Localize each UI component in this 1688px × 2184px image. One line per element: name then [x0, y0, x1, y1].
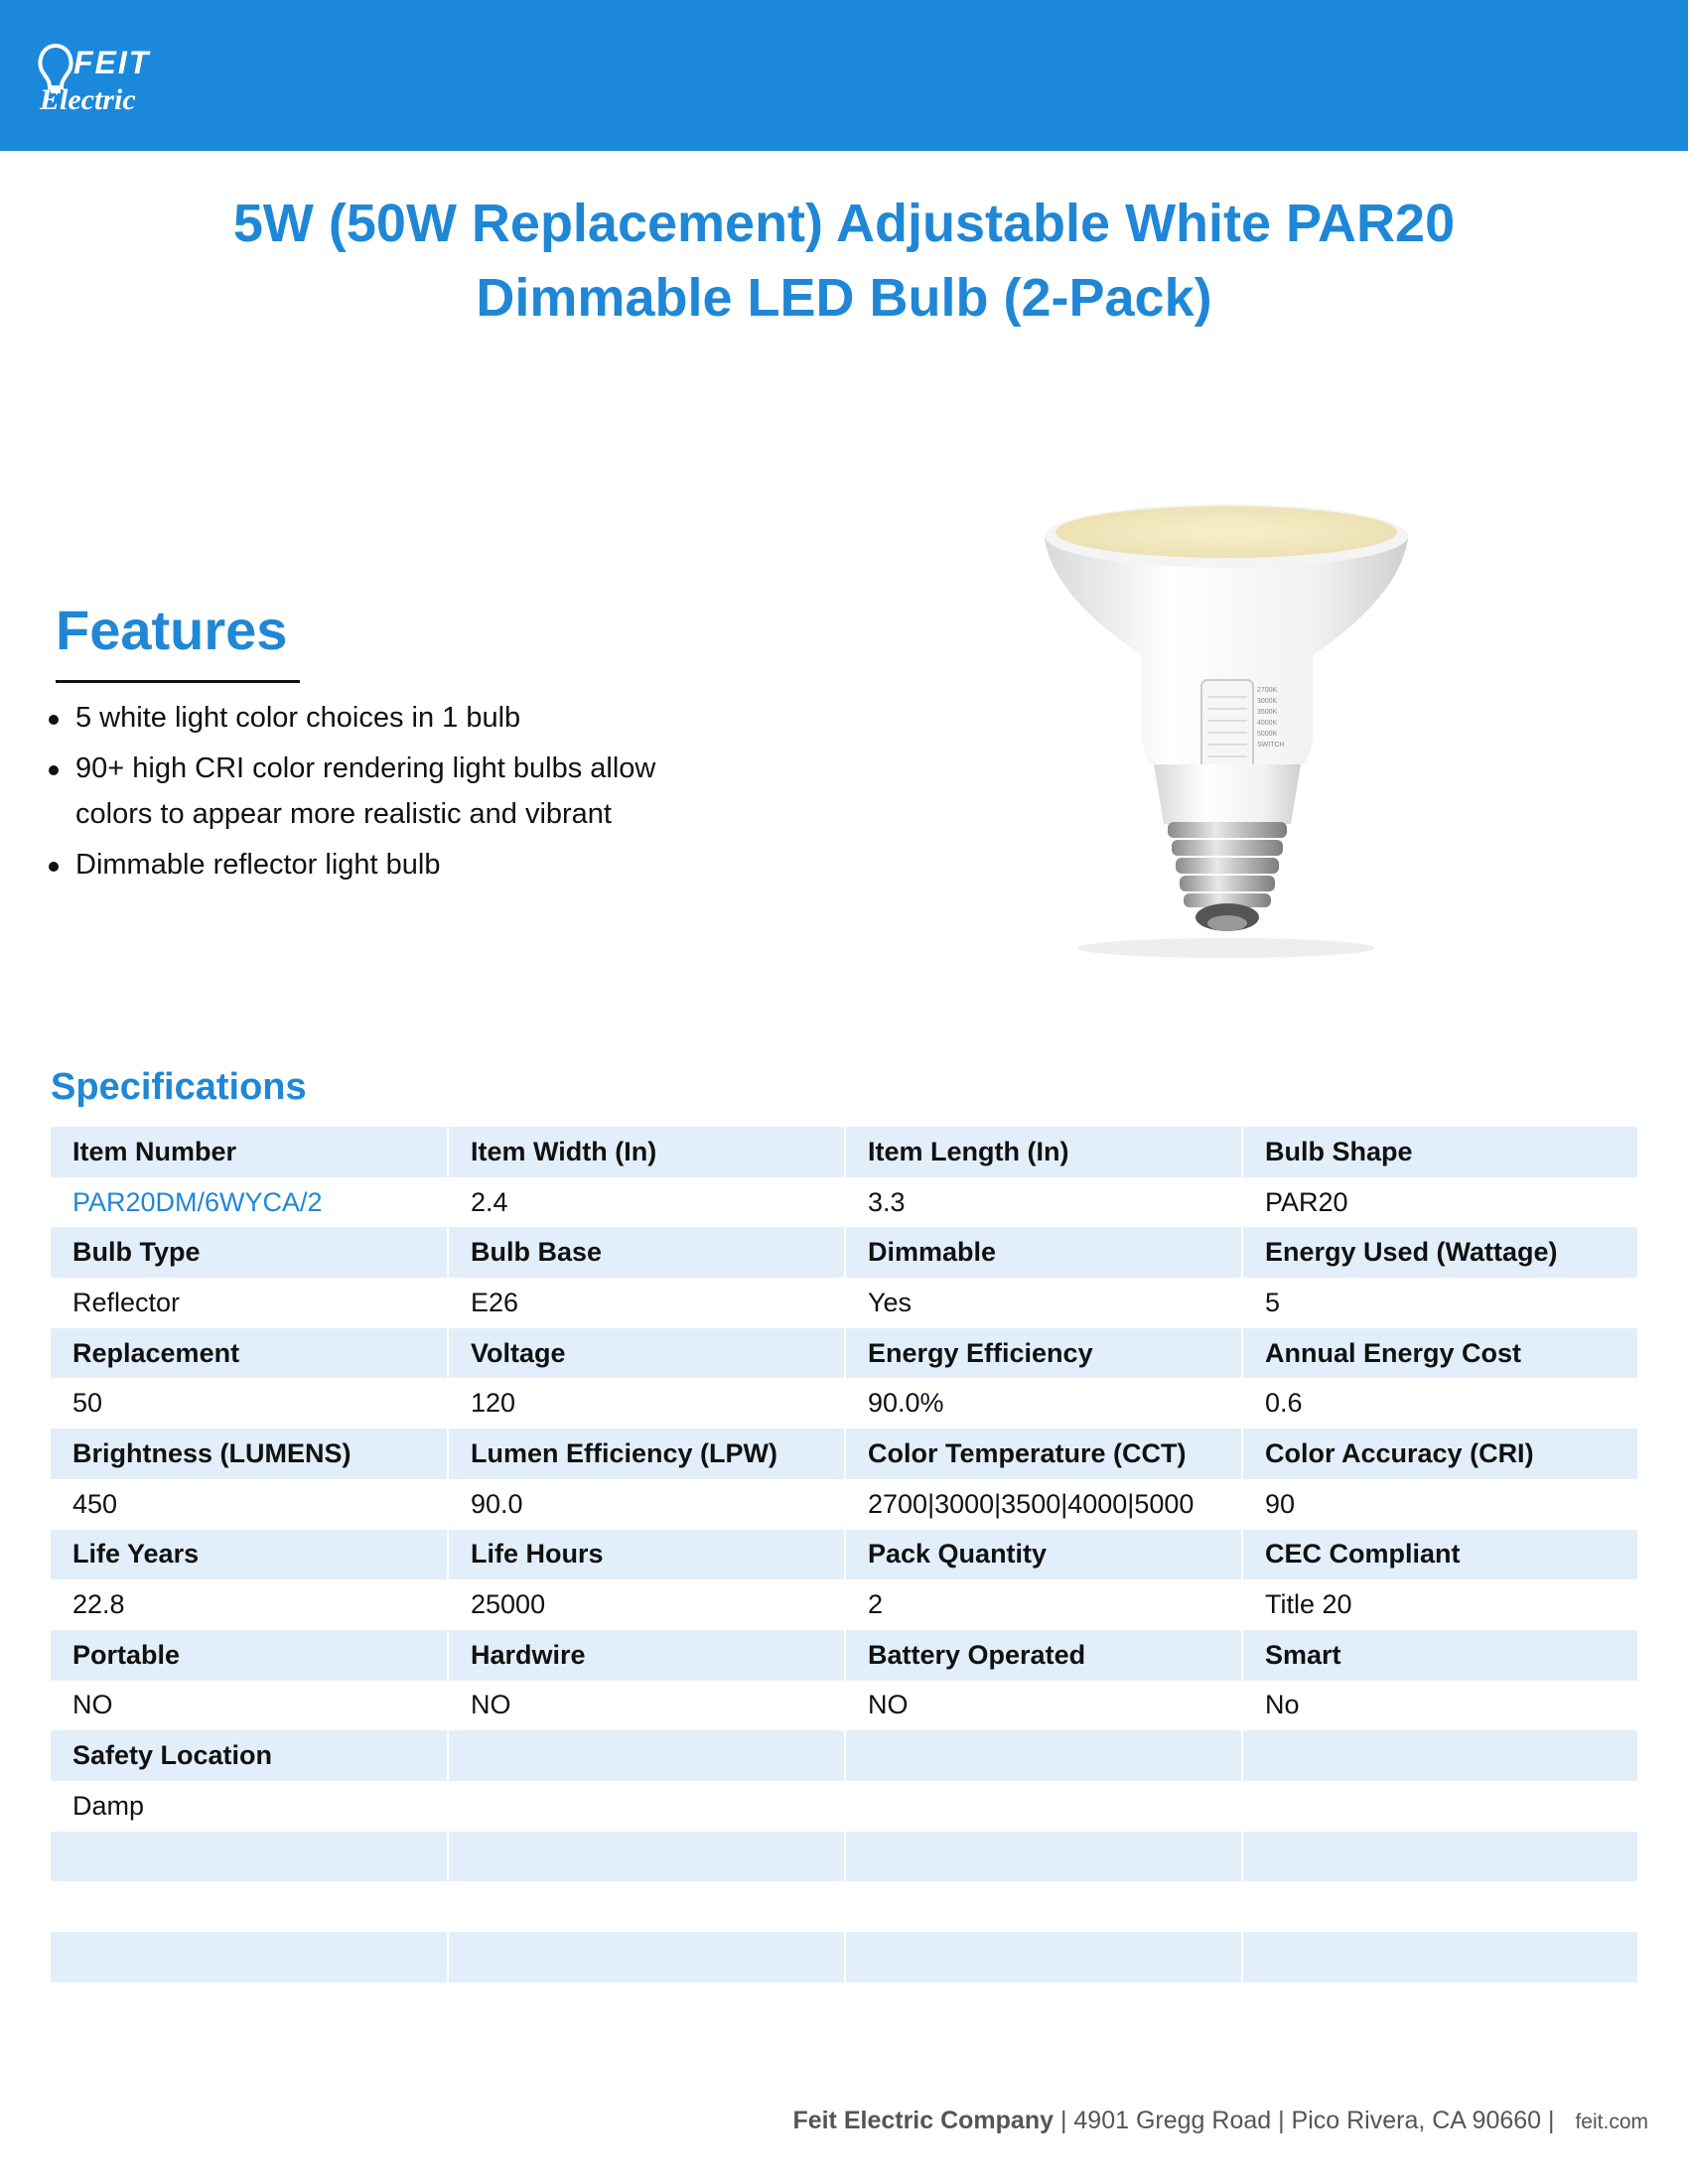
features-divider	[56, 680, 300, 683]
product-title-line-2: Dimmable LED Bulb (2-Pack)	[476, 268, 1212, 328]
spec-value-row	[51, 1278, 1637, 1328]
spec-value-row	[51, 1681, 1637, 1731]
spec-value: Damp	[51, 1781, 448, 1832]
item-number-link[interactable]: PAR20DM/6WYCA/2	[51, 1177, 448, 1228]
feature-item: 90+ high CRI color rendering light bulbs allow colors to appear more realistic and vibrant	[44, 746, 739, 837]
logo-text-feit: FEIT	[73, 45, 151, 80]
features-heading: Features	[56, 599, 288, 661]
spec-label: CEC Compliant	[1242, 1530, 1637, 1580]
footer-website-link[interactable]: feit.com	[1575, 2111, 1648, 2133]
spec-value: 2.4	[448, 1177, 845, 1228]
spec-label: Energy Used (Wattage)	[1242, 1227, 1637, 1278]
spec-value: 450	[51, 1479, 448, 1530]
spec-value-row	[51, 1378, 1637, 1429]
spec-header-row	[51, 1730, 1637, 1781]
spec-label: Brightness (LUMENS)	[51, 1429, 448, 1479]
spec-label	[845, 1730, 1242, 1781]
footer-company: Feit Electric Company	[792, 2107, 1055, 2134]
spec-value: PAR20	[1242, 1177, 1637, 1228]
spec-value: 25000	[448, 1579, 845, 1630]
spec-label: Battery Operated	[845, 1630, 1242, 1681]
spec-value: 90.0%	[845, 1378, 1242, 1429]
spec-value: 22.8	[51, 1579, 448, 1630]
spec-label: Smart	[1242, 1630, 1637, 1681]
feit-electric-logo	[38, 38, 236, 117]
spec-empty-row	[51, 1881, 1637, 1932]
spec-value	[448, 1781, 845, 1832]
spec-label: Replacement	[51, 1328, 448, 1379]
product-title-line-1: 5W (50W Replacement) Adjustable White PAR20	[232, 194, 1456, 253]
spec-value-row	[51, 1177, 1637, 1228]
spec-value: 3.3	[845, 1177, 1242, 1228]
footer	[755, 2103, 1648, 2140]
specifications-heading: Specifications	[51, 1066, 307, 1108]
spec-label: Life Hours	[448, 1530, 845, 1580]
spec-value: Reflector	[51, 1278, 448, 1328]
feature-item: 5 white light color choices in 1 bulb	[44, 695, 739, 741]
spec-empty-row	[51, 1832, 1637, 1882]
led-bulb-image	[1023, 486, 1430, 963]
spec-label	[1242, 1730, 1637, 1781]
switch-label: 4000K	[1257, 720, 1278, 727]
spec-value: 90	[1242, 1479, 1637, 1530]
spec-value	[1242, 1781, 1637, 1832]
spec-label: Annual Energy Cost	[1242, 1328, 1637, 1379]
spec-label	[448, 1730, 845, 1781]
spec-label: Bulb Base	[448, 1227, 845, 1278]
product-title	[99, 187, 1589, 336]
spec-label: Lumen Efficiency (LPW)	[448, 1429, 845, 1479]
spec-label: Hardwire	[448, 1630, 845, 1681]
spec-header-row	[51, 1630, 1637, 1681]
spec-label: Color Accuracy (CRI)	[1242, 1429, 1637, 1479]
spec-label: Item Length (In)	[845, 1127, 1242, 1177]
switch-label: 3000K	[1257, 698, 1278, 705]
spec-value: NO	[448, 1681, 845, 1731]
spec-label: Voltage	[448, 1328, 845, 1379]
spec-label: Color Temperature (CCT)	[845, 1429, 1242, 1479]
spec-label: Pack Quantity	[845, 1530, 1242, 1580]
spec-label: Dimmable	[845, 1227, 1242, 1278]
spec-value: No	[1242, 1681, 1637, 1731]
spec-label: Item Number	[51, 1127, 448, 1177]
spec-label: Energy Efficiency	[845, 1328, 1242, 1379]
spec-value: 2	[845, 1579, 1242, 1630]
logo-text-electric: Electric	[40, 83, 136, 116]
switch-label: 5000K	[1257, 731, 1278, 738]
spec-value: 0.6	[1242, 1378, 1637, 1429]
spec-value: Title 20	[1242, 1579, 1637, 1630]
feature-item: Dimmable reflector light bulb	[44, 842, 739, 887]
spec-value: E26	[448, 1278, 845, 1328]
spec-value: 5	[1242, 1278, 1637, 1328]
spec-value-row	[51, 1579, 1637, 1630]
spec-label: Life Years	[51, 1530, 448, 1580]
spec-header-row	[51, 1429, 1637, 1479]
spec-empty-row	[51, 1932, 1637, 1982]
specifications-table	[51, 1127, 1637, 1982]
spec-value: 90.0	[448, 1479, 845, 1530]
spec-value	[845, 1781, 1242, 1832]
features-list	[44, 695, 739, 892]
spec-label: Item Width (In)	[448, 1127, 845, 1177]
spec-header-row	[51, 1530, 1637, 1580]
spec-value: NO	[845, 1681, 1242, 1731]
switch-label: 2700K	[1257, 687, 1278, 694]
spec-value: 2700|3000|3500|4000|5000	[845, 1479, 1242, 1530]
spec-value-row	[51, 1479, 1637, 1530]
header-bar	[0, 0, 1688, 151]
spec-value: 50	[51, 1378, 448, 1429]
spec-value: NO	[51, 1681, 448, 1731]
spec-label: Safety Location	[51, 1730, 448, 1781]
footer-address: | 4901 Gregg Road | Pico Rivera, CA 90660 |	[1054, 2107, 1562, 2134]
spec-label: Bulb Type	[51, 1227, 448, 1278]
spec-value-row	[51, 1781, 1637, 1832]
spec-header-row	[51, 1227, 1637, 1278]
spec-header-row	[51, 1328, 1637, 1379]
switch-label: SWITCH	[1257, 742, 1285, 749]
spec-header-row	[51, 1127, 1637, 1177]
spec-label: Portable	[51, 1630, 448, 1681]
switch-label: 3500K	[1257, 709, 1278, 716]
spec-value: 120	[448, 1378, 845, 1429]
spec-label: Bulb Shape	[1242, 1127, 1637, 1177]
spec-value: Yes	[845, 1278, 1242, 1328]
